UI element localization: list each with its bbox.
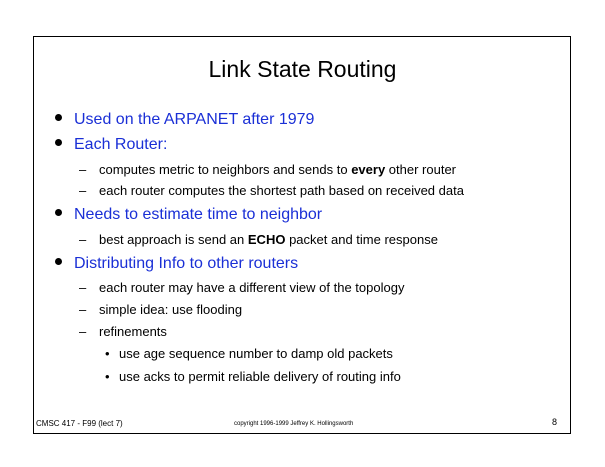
sub-bullet-shortest-path: – each router computes the shortest path based on received data — [79, 183, 464, 198]
bullet-dot-icon — [55, 114, 62, 121]
bullet-each-router: Each Router: — [55, 136, 167, 154]
bullet-dot-icon — [55, 139, 62, 146]
slide-title: Link State Routing — [208, 56, 397, 82]
sub-bullet-refinements: – refinements — [79, 324, 167, 339]
bullet-distributing-info: Distributing Info to other routers — [55, 255, 298, 273]
bullet-dot-icon — [55, 258, 62, 265]
footer-course: CMSC 417 - F99 (lect 7) — [36, 419, 123, 428]
subsub-bullet-age: • use age sequence number to damp old packets — [105, 346, 393, 361]
subsub-bullet-acks: • use acks to permit reliable delivery of routing info — [105, 369, 401, 384]
footer-copyright: copyright 1996-1999 Jeffrey K. Hollingsworth — [234, 421, 354, 427]
sub-bullet-echo: – best approach is send an ECHO packet and time response — [79, 232, 438, 247]
sub-bullet-flooding: – simple idea: use flooding — [79, 302, 243, 317]
footer-page-number: 8 — [552, 417, 558, 427]
sub-bullet-view: – each router may have a different view of the topology — [79, 280, 405, 295]
sub-bullet-metric: – computes metric to neighbors and sends to every other router — [79, 162, 457, 177]
bullet-dot-icon — [55, 209, 62, 216]
bullet-estimate-time: Needs to estimate time to neighbor — [55, 206, 322, 224]
bullet-arpanet: Used on the ARPANET after 1979 — [55, 111, 314, 129]
